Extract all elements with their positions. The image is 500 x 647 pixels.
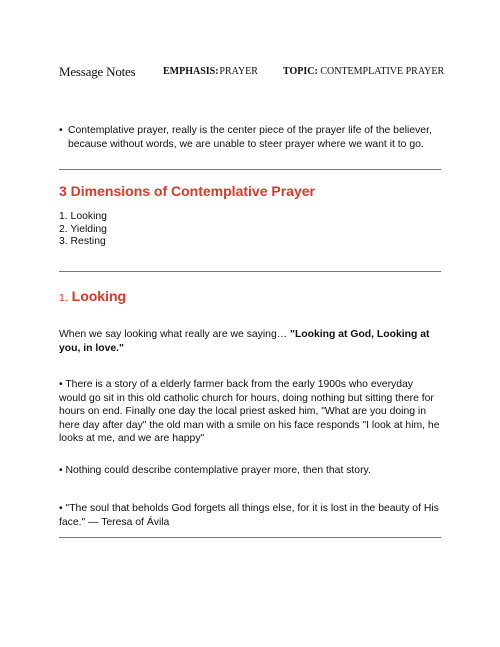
looking-lead	[59, 328, 443, 355]
divider	[59, 271, 441, 272]
divider	[59, 537, 441, 538]
topic-label: TOPIC:	[283, 66, 318, 77]
header-emphasis	[163, 66, 258, 77]
emphasis-value: PRAYER	[219, 66, 258, 77]
page-header	[59, 64, 449, 80]
header-title: Message Notes	[59, 64, 136, 79]
list-item: 1. Looking	[59, 211, 107, 222]
quote-paragraph: • "The soul that beholds God forgets all things else, for it is lost in the beauty of His face." — Teresa of Ávila	[59, 503, 439, 528]
list-item: 3. Resting	[59, 236, 106, 247]
story-paragraph: • There is a story of a elderly farmer back from the early 1900s who everyday would go sit in this old catholic church for hours, doing nothing but sitting there for hours on end. Finally one day the local priest asked him, "What are you doing in here day after day" the old man with a smile on his face responds "I look at him, he looks at me, and we are happy"	[59, 379, 440, 444]
bullet-icon: •	[59, 125, 63, 136]
lead-quote: "Looking at God, Looking at you, in love."	[59, 329, 430, 354]
divider	[59, 169, 441, 170]
dimensions-list	[59, 211, 107, 249]
emphasis-label: EMPHASIS:	[163, 66, 219, 77]
section-number: 1.	[59, 292, 68, 304]
topic-value: CONTEMPLATIVE PRAYER	[320, 66, 445, 77]
intro-text: Contemplative prayer, really is the center piece of the prayer life of the believer, because without words, we are unable to steer prayer where we want it to go.	[68, 125, 432, 150]
comment-paragraph: • Nothing could describe contemplative prayer more, then that story.	[59, 465, 371, 476]
header-topic	[283, 66, 444, 77]
list-item: 2. Yielding	[59, 223, 107, 235]
lead-text: When we say looking what really are we saying…	[59, 329, 288, 340]
dimensions-heading: 3 Dimensions of Contemplative Prayer	[59, 183, 315, 199]
section-title: Looking	[71, 288, 127, 304]
looking-heading	[59, 288, 126, 304]
